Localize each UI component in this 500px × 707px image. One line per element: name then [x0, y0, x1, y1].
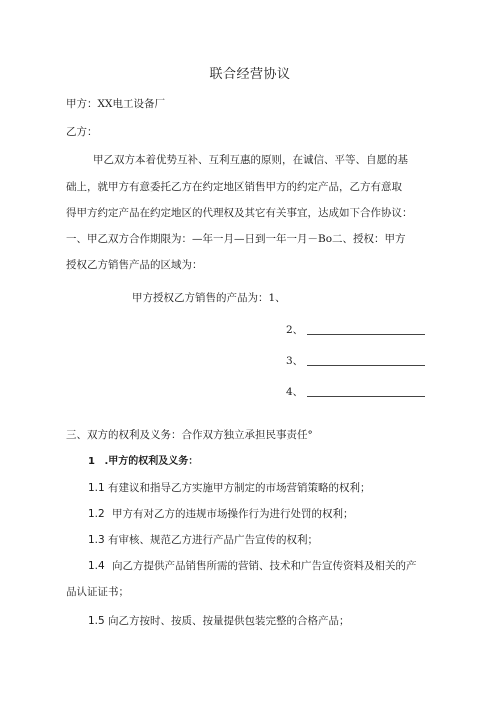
- clause-1-5: [88, 614, 350, 628]
- blank-fill-line: [307, 324, 425, 335]
- subsection-number: 1: [88, 456, 95, 467]
- intro-line-5: 授权乙方销售产品的区域为：: [66, 259, 203, 271]
- section-three-heading: 三、双方的权利及义务：合作双方独立承担民事责任°: [66, 429, 313, 441]
- subsection-heading: [88, 455, 198, 469]
- product-row-4: [286, 384, 425, 399]
- clause-text: 有审核、规范乙方进行产品广告宣传的权利；: [108, 534, 319, 546]
- clause-text: 向乙方提供产品销售所需的营销、技术和广告宣传资料及相关的产: [112, 560, 417, 572]
- clause-number: 1.4: [88, 560, 105, 572]
- clause-text: 向乙方按时、按质、按量提供包装完整的合格产品；: [108, 615, 350, 627]
- product-row-label: 3、: [286, 355, 304, 367]
- product-row-label: 4、: [286, 386, 304, 398]
- clause-text: 甲方有对乙方的违规市场操作行为进行处罚的权利；: [112, 508, 354, 520]
- clause-1-2: [88, 507, 354, 521]
- clause-text: 品认证证书；: [66, 586, 129, 598]
- party-b-line: 乙方：: [66, 126, 98, 138]
- intro-line-4: 一、甲乙双方合作期限为：—年一月—日到一年一月－Bo二、授权：甲方: [66, 233, 406, 245]
- blank-fill-line: [307, 355, 425, 366]
- intro-line-2: 础上，就甲方有意委托乙方在约定地区销售甲方的约定产品，乙方有意取: [66, 181, 402, 193]
- clause-number: 1.2: [88, 508, 105, 520]
- intro-line-3: 得甲方约定产品在约定地区的代理权及其它有关事宜，达成如下合作协议：: [66, 207, 413, 219]
- intro-line-1: 甲乙双方本着优势互补、互利互惠的原则，在诚信、平等、自愿的基: [93, 154, 408, 166]
- clause-1-1: [88, 481, 371, 495]
- product-row-3: [286, 353, 425, 368]
- clause-number: 1.5: [88, 615, 105, 627]
- clause-number: 1.1: [88, 482, 105, 494]
- products-label: 甲方授权乙方销售的产品为：1、: [132, 292, 286, 304]
- document-title: 联合经营协议: [209, 67, 291, 82]
- clause-1-4: [88, 559, 417, 573]
- party-a-line: 甲方：XX电工设备厂: [66, 98, 165, 110]
- product-row-label: 2、: [286, 324, 304, 336]
- subsection-label: .甲方的权利及义务：: [104, 456, 199, 467]
- clause-text: 有建议和指导乙方实施甲方制定的市场营销策略的权利；: [108, 482, 371, 494]
- clause-number: 1.3: [88, 534, 105, 546]
- blank-fill-line: [307, 386, 425, 397]
- clause-1-3: [88, 533, 318, 547]
- clause-1-4-continued: [66, 585, 129, 599]
- product-row-2: [286, 322, 425, 337]
